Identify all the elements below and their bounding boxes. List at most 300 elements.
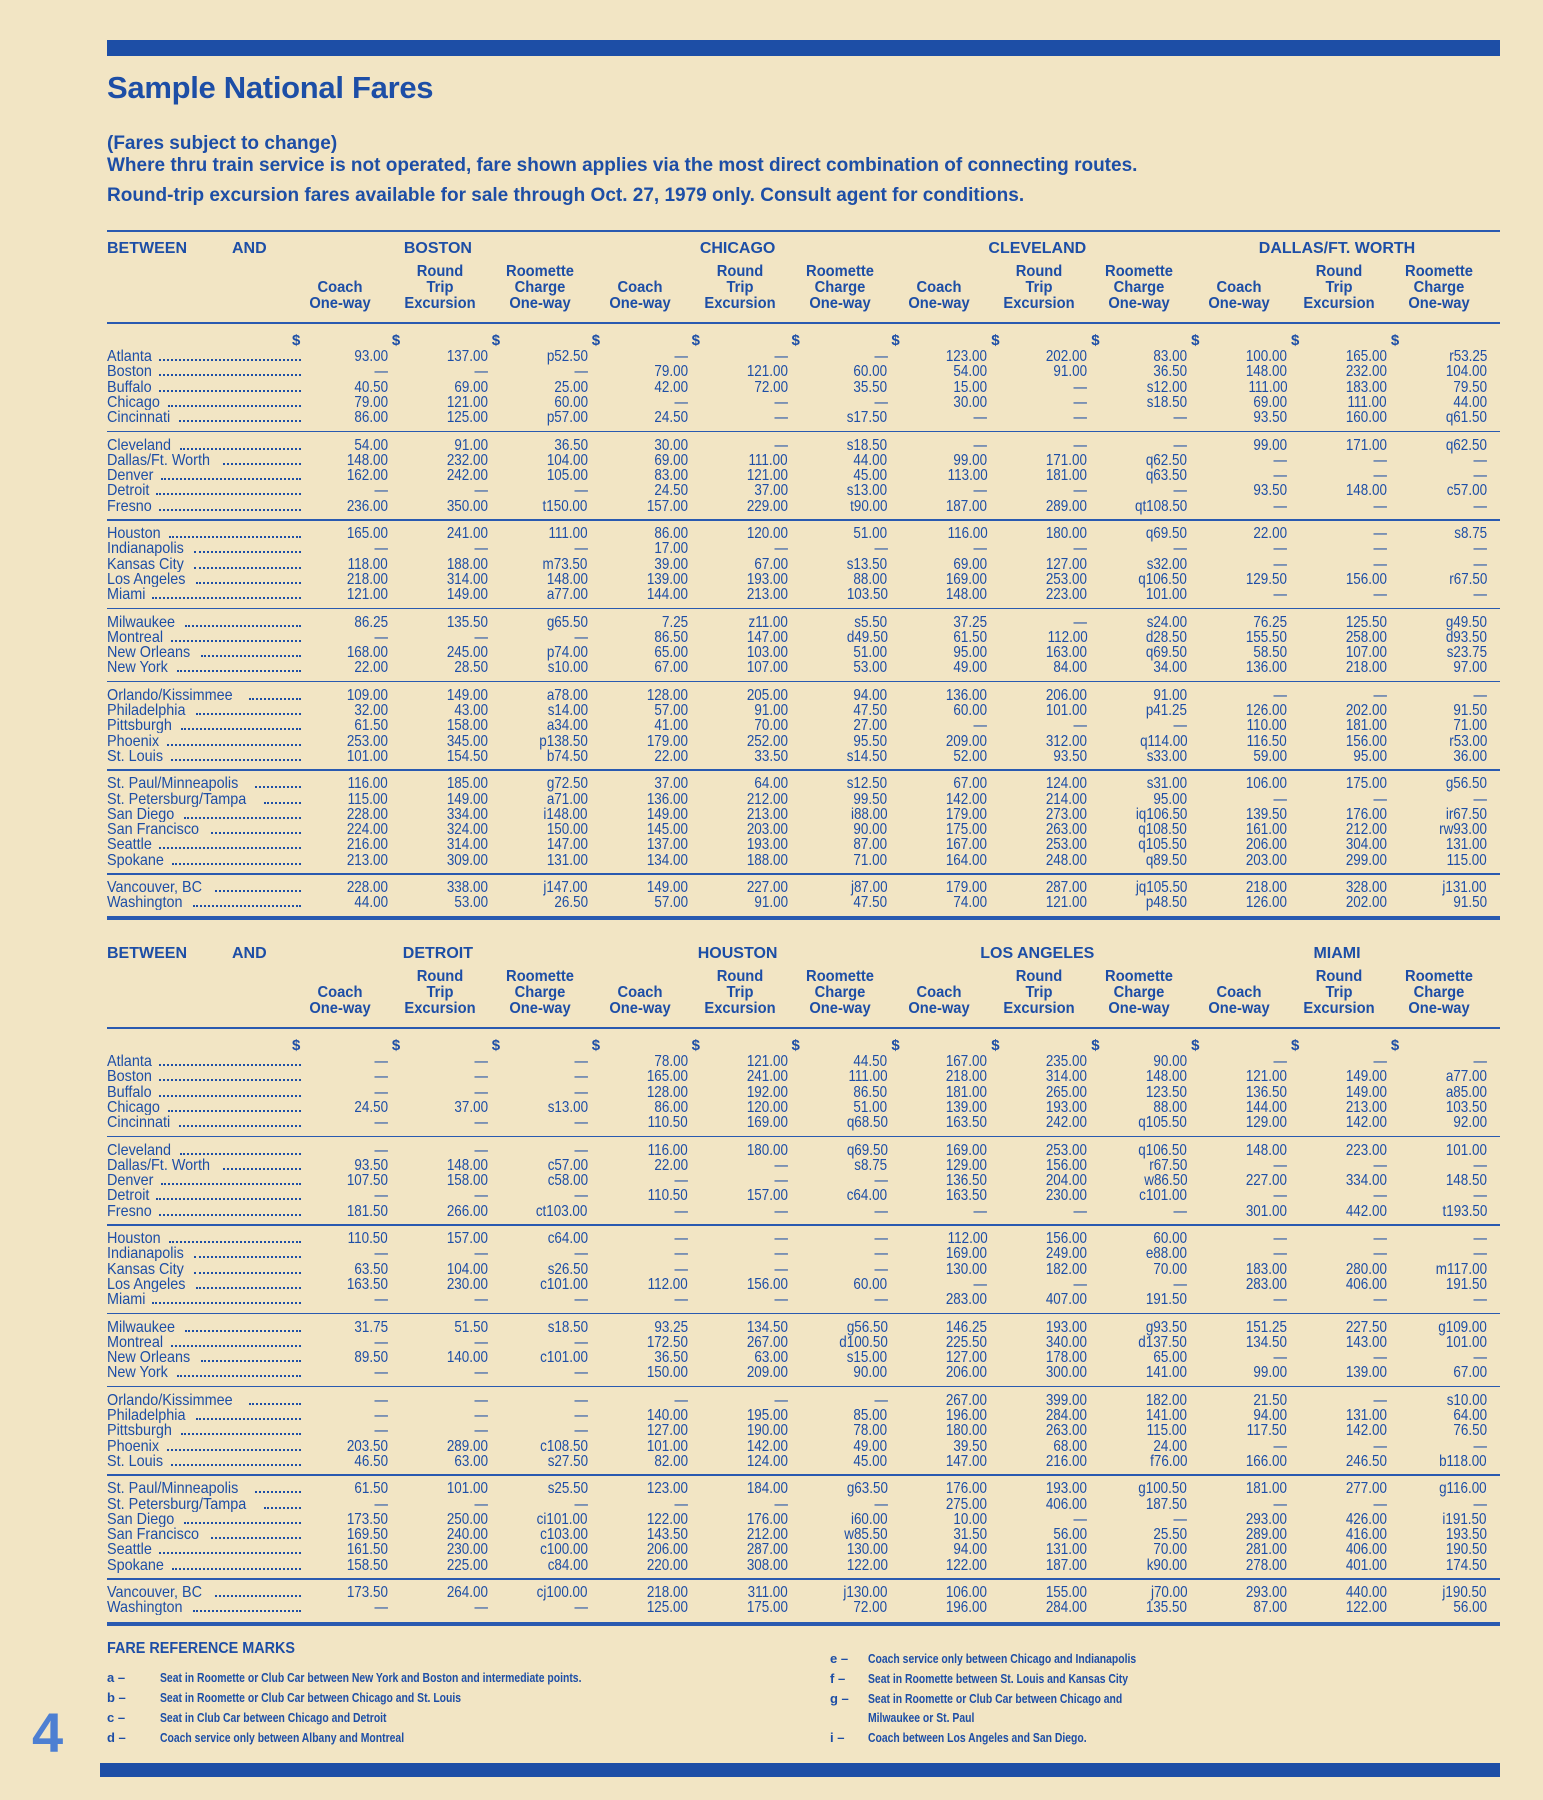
fare-value: 141.00	[1146, 1407, 1188, 1424]
fare-cell	[288, 1188, 388, 1203]
fare-value: p138.50	[539, 732, 588, 750]
fare-value: a78.00	[546, 686, 588, 704]
page-number: 4	[32, 1701, 64, 1764]
currency-symbol: $	[991, 1037, 1000, 1054]
fare-value: —	[774, 1172, 788, 1190]
fare-value: 129.50	[1245, 570, 1288, 588]
fare-value: 74.00	[953, 894, 988, 912]
fare-cell	[388, 1527, 488, 1542]
fare-value: —	[1473, 1156, 1487, 1174]
fare-cell	[688, 364, 788, 379]
city-name: Denver	[107, 468, 154, 484]
dot-leader	[177, 670, 301, 672]
fare-cell	[1087, 1277, 1187, 1292]
city-name: Vancouver, BC	[107, 880, 202, 895]
fare-value: a85.00	[1445, 1083, 1487, 1101]
fare-cell	[887, 1069, 987, 1084]
city-name: Buffalo	[107, 1084, 152, 1100]
fare-value: 64.00	[1453, 1407, 1487, 1424]
fare-value: 156.00	[746, 1275, 788, 1293]
row-city	[107, 1439, 305, 1454]
fare-cell	[288, 1542, 388, 1557]
subtitle-note: (Fares subject to change)	[107, 133, 338, 154]
fare-value: 104.00	[446, 1260, 488, 1278]
fare-cell	[1287, 395, 1387, 410]
fare-value: —	[973, 717, 988, 735]
destination-header: HOUSTON	[697, 945, 778, 962]
fare-value: —	[474, 1407, 488, 1424]
destination-header: DETROIT	[402, 945, 473, 962]
fare-cell	[688, 557, 788, 572]
fare-value: 203.50	[346, 1437, 388, 1455]
fare-value: 142.00	[1345, 1422, 1387, 1440]
fare-value: p74.00	[546, 644, 588, 662]
fare-cell	[1387, 792, 1487, 807]
fare-cell	[388, 615, 488, 630]
fare-value: 79.50	[1453, 378, 1487, 396]
fare-value: 224.00	[346, 821, 388, 839]
fare-value: 134.50	[1245, 1333, 1288, 1351]
fare-cell	[588, 1231, 688, 1246]
fare-value: 165.00	[1345, 348, 1387, 365]
fare-cell	[488, 749, 588, 764]
dot-leader	[152, 597, 301, 599]
fare-cell	[288, 630, 388, 645]
column-header-line: Coach	[1216, 279, 1262, 296]
fare-value: 218.00	[346, 570, 388, 588]
city-name: Indianapolis	[107, 541, 184, 557]
fare-cell	[1187, 1277, 1287, 1292]
fare-cell	[1187, 1054, 1287, 1069]
fare-value: d28.50	[1146, 628, 1188, 646]
dot-leader	[159, 509, 301, 511]
fare-value: 24.50	[654, 409, 688, 427]
fare-cell	[1387, 630, 1487, 645]
fare-value: 264.00	[446, 1584, 488, 1601]
fare-value: —	[973, 1202, 988, 1220]
column-header-line: Round	[1315, 263, 1363, 280]
city-name: Buffalo	[107, 379, 152, 395]
currency-symbol: $	[591, 332, 601, 349]
fare-value: —	[374, 1187, 388, 1205]
fare-cell	[1287, 380, 1387, 395]
fare-cell	[788, 438, 888, 453]
fare-cell	[288, 572, 388, 587]
fare-value: —	[874, 1172, 888, 1190]
fare-value: s26.50	[547, 1260, 588, 1278]
fare-cell	[1287, 1143, 1387, 1158]
fare-cell	[388, 1512, 488, 1527]
fare-value: j130.00	[843, 1584, 888, 1601]
fare-cell	[987, 587, 1087, 602]
column-header	[790, 264, 890, 312]
currency-symbol: $	[491, 1037, 501, 1054]
dot-leader	[185, 625, 301, 627]
fare-value: q69.50	[1146, 525, 1188, 542]
dot-leader	[180, 1153, 301, 1155]
fare-value: 123.00	[946, 348, 988, 365]
fare-cell	[987, 1335, 1087, 1350]
fare-cell	[987, 483, 1087, 498]
fare-cell	[887, 749, 987, 764]
fare-cell	[887, 557, 987, 572]
fare-cell	[987, 718, 1087, 733]
currency-symbol: $	[292, 1037, 301, 1054]
fare-cell	[1387, 688, 1487, 703]
fare-cell	[1287, 1173, 1387, 1188]
fare-value: 106.00	[946, 1584, 988, 1601]
fare-value: —	[474, 1083, 488, 1101]
table-bottom-rule	[107, 916, 1500, 920]
fare-value: 99.00	[1253, 1364, 1288, 1382]
fare-value: 91.00	[1053, 363, 1088, 381]
fare-cell	[788, 380, 888, 395]
fare-value: 324.00	[446, 821, 488, 839]
dot-leader	[196, 582, 301, 584]
fare-cell	[987, 410, 1087, 425]
fare-cell	[1387, 615, 1487, 630]
fare-value: 193.50	[1445, 1526, 1487, 1544]
fare-cell	[288, 837, 388, 852]
fare-value: —	[374, 1083, 388, 1101]
fare-value: 334.00	[1345, 1172, 1387, 1190]
fare-cell	[288, 1277, 388, 1292]
fare-value: —	[774, 436, 788, 454]
fare-cell	[288, 410, 388, 425]
fare-cell	[1287, 572, 1387, 587]
fare-value: 17.00	[654, 540, 688, 558]
fare-value: 94.00	[1253, 1407, 1288, 1424]
row-city	[107, 1143, 305, 1158]
fare-value: 136.50	[1245, 1083, 1288, 1101]
dot-leader	[171, 1464, 301, 1466]
fare-value: 206.00	[946, 1364, 988, 1382]
fare-cell	[288, 1158, 388, 1173]
fare-cell	[1187, 615, 1287, 630]
fare-cell	[488, 1204, 588, 1219]
fare-cell	[588, 1585, 688, 1600]
fare-value: 180.00	[746, 1141, 788, 1159]
fare-value: s25.50	[547, 1480, 588, 1498]
fare-value: —	[574, 1333, 588, 1351]
fare-value: 111.00	[1347, 393, 1387, 411]
fare-cell	[488, 1188, 588, 1203]
fare-cell	[887, 1173, 987, 1188]
fare-cell	[688, 410, 788, 425]
fare-cell	[1087, 395, 1187, 410]
column-header-line: One-way	[1108, 295, 1170, 312]
fare-cell	[288, 557, 388, 572]
currency-symbol: $	[891, 1037, 900, 1054]
fare-cell	[1287, 1115, 1387, 1130]
fare-value: —	[1273, 1230, 1288, 1247]
fare-value: 149.00	[646, 879, 688, 896]
fare-cell	[688, 853, 788, 868]
fare-value: 191.50	[1146, 1291, 1188, 1309]
fare-cell	[388, 837, 488, 852]
fare-value: 22.00	[354, 659, 388, 677]
fare-value: j190.50	[1442, 1584, 1487, 1601]
fare-value: 25.50	[1153, 1526, 1188, 1544]
fare-cell	[1087, 1069, 1187, 1084]
fare-cell	[1187, 1600, 1287, 1615]
fare-value: 328.00	[1345, 879, 1387, 896]
fare-cell	[1087, 853, 1187, 868]
fare-value: 209.00	[946, 732, 988, 750]
fare-cell	[987, 880, 1087, 895]
fare-value: 188.00	[446, 555, 488, 573]
fare-cell	[788, 364, 888, 379]
fare-cell	[588, 1143, 688, 1158]
fare-value: 180.00	[946, 1422, 988, 1440]
fare-value: 123.50	[1146, 1083, 1188, 1101]
fare-value: —	[674, 393, 688, 411]
row-city	[107, 541, 305, 556]
fare-value: 406.00	[1345, 1275, 1387, 1293]
fare-value: 193.00	[1046, 1098, 1088, 1116]
fare-cell	[788, 822, 888, 837]
fare-value: g56.50	[1445, 775, 1487, 793]
fare-cell	[987, 1292, 1087, 1307]
column-header-line: One-way	[309, 295, 371, 312]
fare-cell	[588, 749, 688, 764]
fare-value: 137.00	[646, 836, 688, 854]
fare-value: i148.00	[543, 805, 588, 823]
fare-cell	[788, 1173, 888, 1188]
fare-value: 57.00	[654, 894, 688, 912]
fare-cell	[1187, 1393, 1287, 1408]
row-city	[107, 1320, 305, 1335]
fare-value: —	[374, 1495, 388, 1513]
fare-value: s13.00	[847, 482, 888, 500]
fare-cell	[688, 1600, 788, 1615]
currency-symbol: $	[1291, 332, 1300, 349]
fare-value: 107.00	[746, 659, 788, 677]
city-name: San Diego	[107, 806, 175, 822]
fare-cell	[788, 645, 888, 660]
fare-value: 100.00	[1245, 348, 1288, 365]
fare-cell	[288, 1527, 388, 1542]
fare-value: 175.00	[946, 821, 988, 839]
fare-cell	[588, 1246, 688, 1261]
fare-cell	[987, 1408, 1087, 1423]
fare-value: 67.00	[654, 659, 688, 677]
fare-cell	[588, 1350, 688, 1365]
column-header-line: Charge	[814, 984, 865, 1001]
fare-cell	[1387, 1558, 1487, 1573]
fare-value: 263.00	[1046, 1422, 1088, 1440]
fare-value: 252.00	[746, 732, 788, 750]
fare-cell	[987, 468, 1087, 483]
fare-cell	[388, 1100, 488, 1115]
fare-value: 24.00	[1153, 1437, 1188, 1455]
fare-cell	[987, 1497, 1087, 1512]
fare-cell	[1387, 776, 1487, 791]
fare-cell	[588, 1439, 688, 1454]
fare-value: 181.00	[1345, 717, 1387, 735]
fare-value: 142.00	[746, 1437, 788, 1455]
fare-value: —	[574, 1083, 588, 1101]
fare-value: 249.00	[1046, 1245, 1088, 1263]
fare-value: j70.00	[1150, 1584, 1188, 1601]
fare-cell	[288, 880, 388, 895]
fare-cell	[887, 1393, 987, 1408]
fare-value: 82.00	[654, 1452, 688, 1470]
fare-cell	[288, 499, 388, 514]
fare-value: 60.00	[953, 702, 988, 719]
fare-value: ci101.00	[536, 1510, 588, 1528]
fare-value: t193.50	[1442, 1202, 1487, 1220]
city-name: Fresno	[107, 1203, 152, 1219]
fare-value: 151.25	[1245, 1318, 1288, 1336]
city-name: Cleveland	[107, 1142, 172, 1158]
fare-cell	[288, 703, 388, 718]
fare-cell	[688, 734, 788, 749]
column-header-line: Roomette	[1105, 263, 1174, 280]
fare-cell	[388, 587, 488, 602]
group-rule	[107, 873, 1500, 875]
fare-cell	[288, 749, 388, 764]
row-city	[107, 395, 305, 410]
fare-cell	[1287, 1246, 1387, 1261]
fare-value: 51.00	[853, 644, 888, 662]
fare-cell	[388, 792, 488, 807]
fare-value: 158.00	[446, 1172, 488, 1190]
column-header-line: One-way	[609, 1000, 671, 1017]
fare-value: 158.50	[346, 1556, 388, 1574]
fare-cell	[688, 1069, 788, 1084]
fare-cell	[788, 483, 888, 498]
fare-value: 93.50	[1253, 482, 1288, 500]
fare-cell	[688, 749, 788, 764]
fare-value: 121.00	[746, 467, 788, 485]
fare-value: 141.00	[1146, 1364, 1188, 1382]
reference-mark: b –	[107, 1690, 126, 1705]
column-header-line: Round	[716, 263, 763, 280]
fare-cell	[1087, 645, 1187, 660]
fare-cell	[1387, 483, 1487, 498]
fare-cell	[288, 1393, 388, 1408]
fare-cell	[288, 1350, 388, 1365]
row-city	[107, 587, 305, 602]
dot-leader	[193, 905, 301, 907]
fare-cell	[388, 822, 488, 837]
fare-cell	[1087, 1320, 1187, 1335]
fare-cell	[788, 615, 888, 630]
reference-mark: i –	[830, 1730, 845, 1745]
fare-value: k90.00	[1146, 1556, 1188, 1574]
fare-value: —	[374, 1407, 388, 1424]
fare-value: 93.00	[354, 348, 388, 365]
fare-cell	[887, 410, 987, 425]
fare-cell	[1287, 630, 1387, 645]
fare-value: 155.00	[1046, 1584, 1088, 1601]
fare-value: 148.00	[1345, 482, 1387, 500]
fare-value: 203.00	[1245, 851, 1288, 869]
fare-cell	[788, 1277, 888, 1292]
fare-cell	[488, 1527, 588, 1542]
city-name: St. Louis	[107, 1453, 164, 1469]
fare-cell	[588, 1365, 688, 1380]
fare-cell	[887, 895, 987, 910]
fare-value: 110.00	[1246, 717, 1288, 735]
fare-value: 143.50	[646, 1526, 688, 1544]
fare-cell	[588, 1454, 688, 1469]
fare-value: q69.50	[846, 1141, 888, 1159]
dot-leader	[156, 1198, 301, 1200]
fare-value: 65.00	[1153, 1349, 1188, 1367]
fare-value: 293.00	[1245, 1510, 1288, 1528]
group-rule	[107, 1136, 1500, 1138]
fare-cell	[588, 1481, 688, 1496]
fare-value: s13.00	[547, 1098, 588, 1116]
fare-cell	[488, 660, 588, 675]
fare-value: —	[1373, 686, 1387, 704]
fare-cell	[288, 364, 388, 379]
subtitle-thru-service: Where thru train service is not operated, fare shown applies via the most direct combination of connecting routes.	[107, 155, 1138, 176]
fare-cell	[588, 1542, 688, 1557]
fare-value: w85.50	[844, 1526, 888, 1544]
fare-cell	[488, 468, 588, 483]
fare-value: —	[1073, 1202, 1088, 1220]
fare-value: 86.00	[354, 409, 388, 427]
currency-symbol: $	[691, 332, 700, 349]
fare-value: 91.00	[753, 702, 788, 719]
fare-value: 426.00	[1345, 1510, 1387, 1528]
fare-value: 57.00	[654, 702, 688, 719]
fare-value: 45.00	[853, 1452, 888, 1470]
column-header-line: Coach	[916, 279, 962, 296]
fare-value: —	[1273, 1053, 1288, 1070]
fare-value: 104.00	[1445, 363, 1487, 381]
fare-cell	[887, 792, 987, 807]
fare-value: 218.00	[1245, 879, 1288, 896]
fare-cell	[588, 364, 688, 379]
fare-cell	[1187, 1497, 1287, 1512]
fare-cell	[388, 1158, 488, 1173]
dot-leader	[185, 1330, 301, 1332]
row-city	[107, 660, 305, 675]
fare-cell	[887, 718, 987, 733]
fare-value: —	[1273, 497, 1288, 515]
fare-value: —	[1273, 467, 1288, 485]
fare-cell	[688, 1497, 788, 1512]
column-header-line: Excursion	[1303, 295, 1375, 312]
row-city	[107, 853, 305, 868]
table-bottom-rule	[107, 1622, 1500, 1626]
fare-cell	[288, 1204, 388, 1219]
fare-cell	[788, 1335, 888, 1350]
fare-value: 240.00	[446, 1526, 488, 1544]
fare-cell	[887, 645, 987, 660]
fare-value: —	[574, 1291, 588, 1309]
fare-cell	[588, 1558, 688, 1573]
fare-cell	[488, 1173, 588, 1188]
fare-value: 87.00	[853, 836, 888, 854]
reference-mark: c –	[107, 1710, 126, 1725]
fare-cell	[488, 1085, 588, 1100]
fare-value: 267.00	[946, 1391, 988, 1409]
fare-cell	[688, 1393, 788, 1408]
fare-cell	[488, 526, 588, 541]
fare-cell	[1087, 1085, 1187, 1100]
city-name: Pittsburgh	[107, 718, 172, 734]
fare-cell	[688, 1558, 788, 1573]
fare-cell	[388, 1439, 488, 1454]
fare-cell	[1287, 1512, 1387, 1527]
fare-value: 155.50	[1245, 628, 1288, 646]
fare-value: 148.00	[1245, 1141, 1288, 1159]
